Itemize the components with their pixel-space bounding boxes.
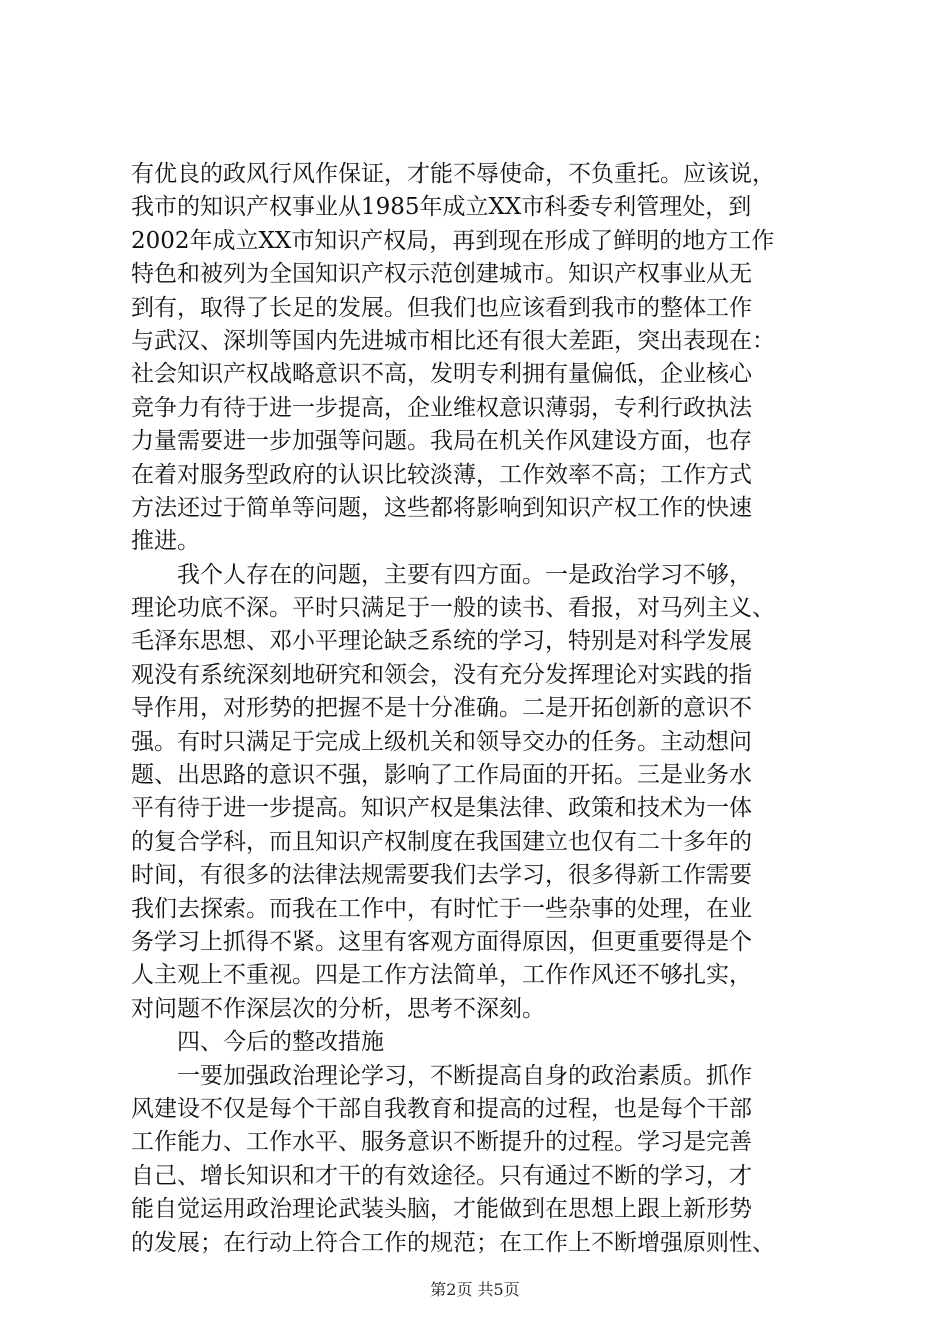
paragraph-start-line: 我个人存在的问题，主要有四方面。一是政治学习不够， (177, 561, 752, 588)
body-text (131, 158, 831, 1260)
text-line: 导作用，对形势的把握不是十分准确。二是开拓创新的意识不 (131, 695, 752, 722)
text-line: 方法还过于简单等问题，这些都将影响到知识产权工作的快速 (131, 494, 752, 521)
paragraph-start-line: 一要加强政治理论学习，不断提高自身的政治素质。抓作 (177, 1062, 752, 1089)
text-line: 工作能力、工作水平、服务意识不断提升的过程。学习是完善 (131, 1129, 752, 1156)
text-line: 时间，有很多的法律法规需要我们去学习，很多得新工作需要 (131, 862, 752, 889)
text-line: 强。有时只满足于完成上级机关和领导交办的任务。主动想问 (131, 728, 752, 755)
text-line: 推进。 (131, 528, 200, 555)
text-line: 毛泽东思想、邓小平理论缺乏系统的学习，特别是对科学发展 (131, 628, 752, 655)
text-line: 观没有系统深刻地研究和领会，没有充分发挥理论对实践的指 (131, 661, 752, 688)
text-line: 的发展；在行动上符合工作的规范；在工作上不断增强原则性、 (131, 1229, 775, 1256)
text-line: 2002年成立XX市知识产权局，再到现在形成了鲜明的地方工作 (131, 227, 775, 254)
text-line: 力量需要进一步加强等问题。我局在机关作风建设方面，也存 (131, 428, 752, 455)
text-line: 平有待于进一步提高。知识产权是集法律、政策和技术为一体 (131, 795, 752, 822)
text-line: 的复合学科，而且知识产权制度在我国建立也仅有二十多年的 (131, 828, 752, 855)
text-line: 风建设不仅是每个干部自我教育和提高的过程，也是每个干部 (131, 1095, 752, 1122)
paragraph-start-line: 四、今后的整改措施 (177, 1029, 384, 1056)
text-line: 自己、增长知识和才干的有效途径。只有通过不断的学习，才 (131, 1162, 752, 1189)
text-line: 竞争力有待于进一步提高，企业维权意识薄弱，专利行政执法 (131, 394, 752, 421)
text-line: 人主观上不重视。四是工作方法简单，工作作风还不够扎实， (131, 962, 752, 989)
text-line: 务学习上抓得不紧。这里有客观方面得原因，但更重要得是个 (131, 928, 752, 955)
text-line: 我们去探索。而我在工作中，有时忙于一些杂事的处理，在业 (131, 895, 752, 922)
text-line: 能自觉运用政治理论武装头脑，才能做到在思想上跟上新形势 (131, 1196, 752, 1223)
text-line: 在着对服务型政府的认识比较淡薄，工作效率不高；工作方式 (131, 461, 752, 488)
text-line: 理论功底不深。平时只满足于一般的读书、看报，对马列主义、 (131, 595, 775, 622)
text-line: 我市的知识产权事业从1985年成立XX市科委专利管理处，到 (131, 194, 752, 221)
text-line: 到有，取得了长足的发展。但我们也应该看到我市的整体工作 (131, 294, 752, 321)
text-line: 对问题不作深层次的分析，思考不深刻。 (131, 995, 545, 1022)
page-footer: 第2页 共5页 (430, 1280, 520, 1299)
text-line: 题、出思路的意识不强，影响了工作局面的开拓。三是业务水 (131, 762, 752, 789)
text-line: 特色和被列为全国知识产权示范创建城市。知识产权事业从无 (131, 261, 752, 288)
text-line: 与武汉、深圳等国内先进城市相比还有很大差距，突出表现在： (131, 327, 775, 354)
text-line: 社会知识产权战略意识不高，发明专利拥有量偏低，企业核心 (131, 361, 752, 388)
text-line: 有优良的政风行风作保证，才能不辱使命，不负重托。应该说， (131, 161, 775, 187)
